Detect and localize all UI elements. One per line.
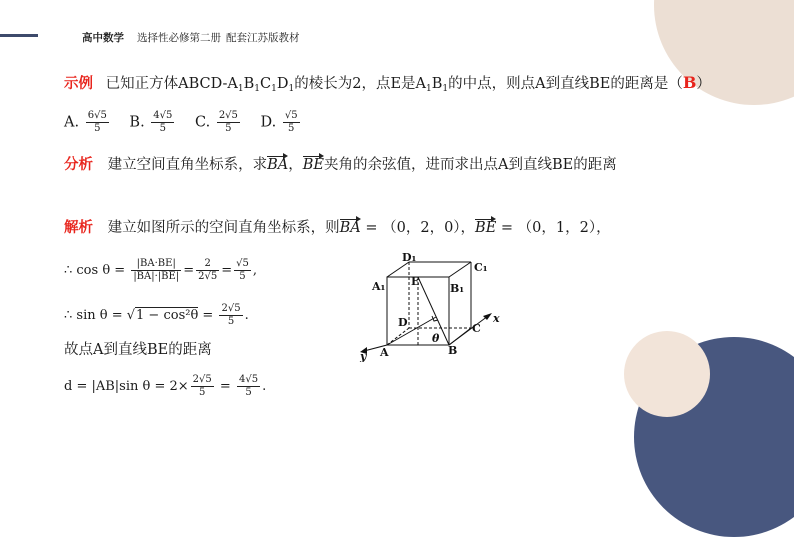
label-c: C: [472, 322, 481, 335]
solution-val-1: = （0，2，0），: [360, 220, 476, 236]
label-e: E: [411, 275, 420, 288]
label-a1: A₁: [372, 280, 386, 293]
example-line: [64, 72, 711, 94]
sin-line: ∴ sin θ = √1 − cos²θ = $\frac{2√5}{5}$ .: [64, 303, 249, 327]
cube-figure: [352, 250, 502, 362]
solution-text-1: 建立如图所示的空间直角坐标系，则: [107, 220, 340, 236]
options-row: [64, 110, 316, 135]
analysis-text-1: 建立空间直角坐标系，求: [107, 157, 268, 173]
vector-be: BE: [302, 157, 324, 173]
answer-mark: B: [682, 73, 697, 92]
x-axis: [449, 316, 488, 345]
label-d: D: [398, 316, 408, 329]
vector-ba: BA: [267, 157, 289, 173]
label-theta: θ: [432, 332, 440, 345]
header-accent-line: [0, 34, 38, 37]
analysis-tag: 分析: [64, 157, 93, 173]
analysis-sep: ，: [288, 157, 303, 173]
label-y: y: [360, 350, 367, 362]
label-b1: B₁: [450, 282, 465, 295]
segment-perp: [387, 317, 436, 345]
solution-val-2: = （0，1，2），: [496, 220, 611, 236]
label-c1: C₁: [474, 261, 488, 274]
label-b: B: [448, 344, 458, 357]
vector-ba-2: BA: [339, 220, 361, 236]
edge-b1c1: [449, 262, 471, 277]
example-tag: 示例: [64, 76, 93, 92]
edge-a1d1: [387, 262, 409, 277]
label-d1: D₁: [402, 251, 417, 264]
option-a[interactable]: A. $\frac{6√5}{5}$: [64, 110, 107, 134]
cos-line: ∴ cos θ = $\frac{|BA\cdot BE|}{|BA|\cdot|BE|}$ = $\frac{2}{2√5}$ = $\frac{√5}{5}$ ,: [64, 258, 257, 282]
header-book: 选择性必修第二册: [137, 32, 221, 44]
solution-tag: 解析: [64, 220, 93, 236]
option-b[interactable]: B. $\frac{4√5}{5}$: [129, 110, 173, 134]
example-close: ）: [696, 76, 711, 92]
example-text: 已知正方体ABCD-$A_1B_1C_1D_1$的棱长为2，点E是$A_1B_1$的中点，则点A到直线BE的距离是（: [105, 76, 683, 94]
analysis-line: [64, 153, 617, 174]
distance-label: 故点A到直线BE的距离: [64, 342, 212, 358]
label-x: x: [493, 312, 500, 325]
option-c[interactable]: C. $\frac{2√5}{5}$: [195, 110, 238, 134]
distance-formula: d = |AB|sin θ = 2× $\frac{2√5}{5}$ = $\frac{4√5}{5}$ .: [64, 374, 267, 398]
analysis-text-2: 夹角的余弦值，进而求出点A到直线BE的距离: [324, 157, 617, 173]
vector-be-2: BE: [475, 220, 497, 236]
header-subject: 高中数学: [82, 32, 124, 44]
option-d[interactable]: D. $\frac{√5}{5}$: [260, 110, 298, 134]
header-edition: 配套江苏版教材: [226, 32, 300, 44]
label-a: A: [380, 346, 389, 359]
decor-circle-small: [624, 331, 710, 417]
solution-line: [64, 216, 611, 237]
edge-ad-hidden: [387, 328, 409, 345]
